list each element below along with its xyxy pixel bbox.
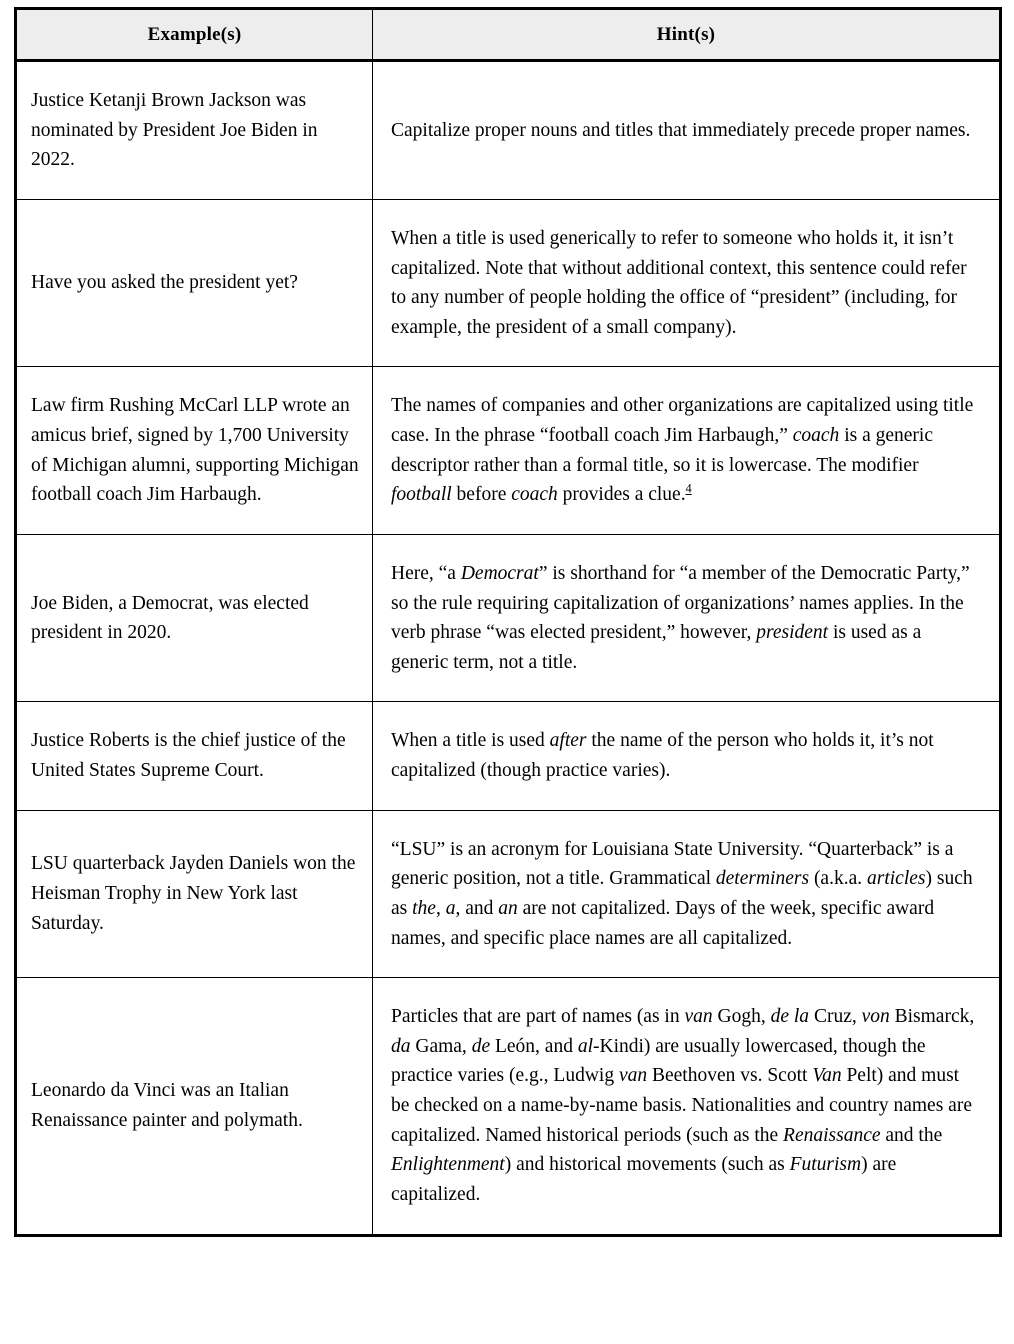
hint-text: The names of companies and other organizations are capitalized using title case. In the phrase “football coach Jim Harbaugh,” coach is a generic descriptor rather than a formal title, so it is lowercase. The modifier football before coach provides a clue.$^4$ [391,395,974,506]
example-cell [16,702,373,810]
example-text: Have you asked the president yet? [31,272,298,294]
example-cell [16,978,373,1235]
hint-cell [373,810,1001,978]
table-row [16,702,1001,810]
table-row [16,978,1001,1235]
hint-cell [373,199,1001,367]
table-row [16,199,1001,367]
example-cell [16,61,373,200]
hint-text: When a title is used generically to refer to someone who holds it, it isn’t capitalized. Note that without additional context, this sentence could refer to any number of people holding the office of “president” (including, for example, the president of a small company). [391,227,967,338]
example-cell [16,810,373,978]
example-text: LSU quarterback Jayden Daniels won the Heisman Trophy in New York last Saturday. [31,853,356,934]
example-text: Law firm Rushing McCarl LLP wrote an amicus brief, signed by 1,700 University of Michigan alumni, supporting Michigan football coach Jim Harbaugh. [31,395,359,506]
example-text: Justice Ketanji Brown Jackson was nominated by President Joe Biden in 2022. [31,90,318,171]
hint-cell [373,978,1001,1235]
example-cell [16,534,373,702]
column-header-hint: Hint(s) [373,9,1001,61]
example-cell [16,199,373,367]
table-body [16,61,1001,1236]
hint-cell [373,534,1001,702]
example-text: Leonardo da Vinci was an Italian Renaissance painter and polymath. [31,1080,303,1131]
hint-text: Particles that are part of names (as in van Gogh, de la Cruz, von Bismarck, da Gama, de León, and al-Kindi) are usually lowercased, though the practice varies (e.g., Ludwig van Beethoven vs. Scott Van Pelt) and must be checked on a name-by-name basis. Nationalities and country names are capitalized. Named historical periods (such as the Renaissance and the Enlightenment) and historical movements (such as Futurism) are capitalized. [391,1006,975,1205]
hint-text: Capitalize proper nouns and titles that immediately precede proper names. [391,119,971,141]
table-header-row [16,9,1001,61]
table-row [16,810,1001,978]
example-text: Justice Roberts is the chief justice of the United States Supreme Court. [31,730,346,781]
capitalization-examples-table [14,7,1002,1237]
column-header-example: Example(s) [16,9,373,61]
hint-text: “LSU” is an acronym for Louisiana State University. “Quarterback” is a generic position, not a title. Grammatical determiners (a.k.a. articles) such as the, a, and an are not capitalized. Days of the week, specific award names, and specific place names are all capitalized. [391,838,973,949]
hint-text: Here, “a Democrat” is shorthand for “a member of the Democratic Party,” so the rule requiring capitalization of organizations’ names applies. In the verb phrase “was elected president,” however, president is used as a generic term, not a title. [391,562,970,673]
example-text: Joe Biden, a Democrat, was elected president in 2020. [31,592,309,644]
table-row [16,61,1001,200]
hint-text: When a title is used after the name of the person who holds it, it’s not capitalized (though practice varies). [391,730,934,781]
hint-cell [373,61,1001,200]
footnote-reference-link[interactable]: 4 [685,481,692,496]
table-header [16,9,1001,61]
hint-cell [373,367,1001,535]
hint-cell [373,702,1001,810]
example-cell [16,367,373,535]
table-row [16,534,1001,702]
table-row [16,367,1001,535]
